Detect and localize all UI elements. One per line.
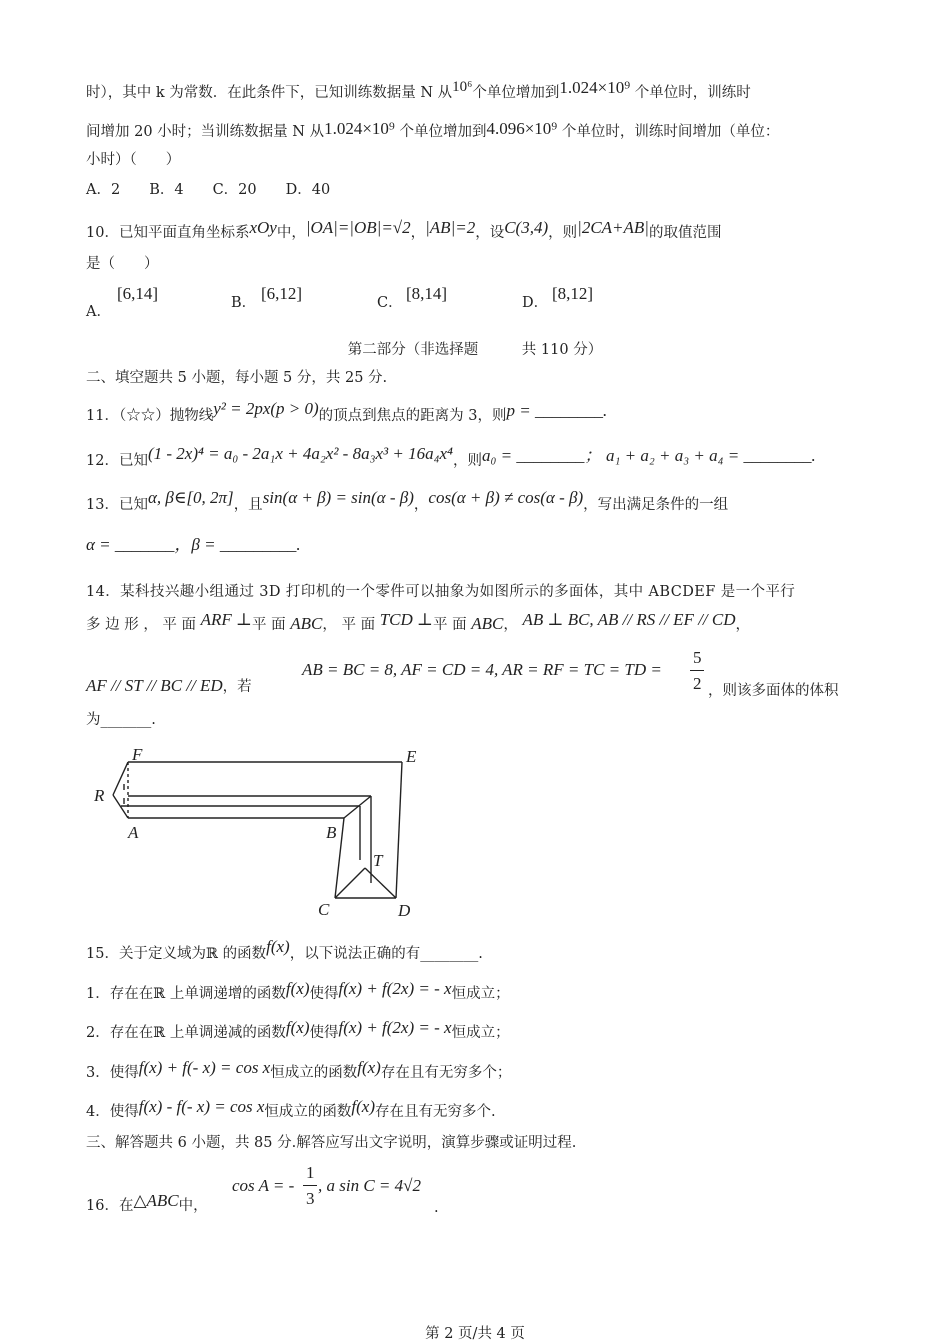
q13-cond3: cos(α + β) ≠ cos(α - β) — [428, 488, 584, 507]
q15-s3-text-c: 存在且有无穷多个； — [380, 1065, 512, 1081]
q15-s1-text-b: 使得 — [309, 986, 339, 1002]
q13-cond2: sin(α + β) = sin(α - β) — [262, 488, 414, 507]
q15-s4-function: f(x) — [351, 1097, 376, 1116]
q15-s2-function: f(x) — [285, 1018, 310, 1037]
q10-option-c-label: C． — [377, 295, 403, 311]
q9-text-b: 个单位增加到 — [472, 85, 560, 101]
q9-text-a: 时），其中 k 为常数．在此条件下，已知训练数据量 N 从 — [86, 85, 453, 101]
q16-frac-denominator: 3 — [306, 1189, 315, 1208]
q16-frac-numerator: 1 — [306, 1163, 315, 1182]
q14-frac-denominator: 2 — [693, 674, 702, 693]
q10-option-d-label: D． — [522, 295, 549, 311]
q15-s3-equation: f(x) + f(- x) = cos x — [138, 1058, 271, 1077]
q15-s1-equation: f(x) + f(2x) = - x — [338, 979, 452, 998]
polyhedron-figure — [88, 740, 438, 925]
q12-answer-2: a₁ + a₂ + a₃ + a₄ = ________. — [605, 446, 816, 465]
q12-answer-1: a₀ = ________； — [481, 446, 602, 465]
label-r: R — [94, 786, 105, 805]
q9-text-d: 间增加 20 小时；当训练数据量 N 从 — [86, 124, 325, 140]
q15-s3-text-b: 恒成立的函数 — [270, 1065, 358, 1081]
q12-equation: (1 - 2x)⁴ = a₀ - 2a₁x + 4a₂x² - 8a₃x³ + 16a₄x⁴ — [147, 444, 453, 463]
q16-line — [86, 1191, 208, 1216]
q15-statement-2 — [86, 1018, 510, 1043]
edge-fr — [113, 762, 128, 795]
label-d: D — [398, 901, 411, 920]
q10-line2: 是（ ） — [86, 256, 159, 272]
q12-prefix: 12．已知 — [86, 453, 148, 469]
q9-line3: 小时）（ ） — [86, 152, 181, 168]
q9-options: A．2 B．4 C．20 D．40 — [86, 182, 331, 198]
q14-text-e: ， 平 面 — [322, 617, 376, 633]
q10-point: C(3,4) — [504, 218, 549, 237]
q15-s1-function: f(x) — [285, 979, 310, 998]
q16-eq-asinc: , a sin C = 4√2 — [318, 1176, 421, 1195]
q14-parallels: AF // ST // BC // ED — [86, 676, 223, 695]
q9-line1 — [86, 78, 751, 103]
q14-frac-bar — [690, 670, 704, 671]
q9-line2 — [86, 121, 779, 142]
q14-text-if: ，若 — [222, 679, 252, 695]
q15-s4-text-c: 存在且有无穷多个. — [375, 1104, 496, 1120]
q15-s1-text-c: 恒成立； — [451, 986, 510, 1002]
edge-corner-1 — [344, 796, 371, 818]
q10-line1: 10．已知平面直角坐标系xOy中，|OA|=|OB|=√2，|AB|=2，设C(3,4)，则|2CA+AB|的取值范围 — [86, 218, 722, 241]
q10-cond1: |OA|=|OB|=√2 — [305, 218, 411, 237]
q9-text-c: 个单位时，训练时 — [634, 85, 751, 101]
q10-option-b-label: B． — [231, 295, 257, 311]
q14-text-a: 多 边 形 ， 平 面 — [86, 617, 197, 633]
q10-mid1: 中， — [276, 225, 306, 241]
q16-suffix: . — [434, 1200, 439, 1216]
q13-comma: ， — [413, 497, 429, 513]
q14-text-i: ， — [503, 617, 518, 633]
edge-td — [365, 868, 396, 898]
q13-prefix: 13．已知 — [86, 497, 148, 513]
q11-line — [86, 399, 608, 426]
q15-statement-3 — [86, 1058, 512, 1083]
q10-mid3: ，则 — [548, 225, 578, 241]
q10-prefix: 10．已知平面直角坐标系 — [86, 225, 250, 241]
q15-s1-text-a: 1．存在在ℝ 上单调递增的函数 — [86, 986, 286, 1002]
q13-cond1: α, β∈[0, 2π] — [147, 488, 234, 507]
label-f: F — [132, 745, 143, 764]
q14-line3 — [86, 676, 252, 697]
q12-line — [86, 444, 816, 471]
q14-plane-abc-1: ABC — [290, 614, 323, 633]
label-b: B — [326, 823, 337, 842]
page-footer: 第 2 页/共 4 页 — [425, 1326, 525, 1342]
q14-frac-numerator: 5 — [693, 648, 702, 667]
q10-cond2: |AB|=2 — [425, 218, 476, 237]
q10-suffix: 的取值范围 — [648, 225, 722, 241]
q10-mid2: ，设 — [475, 225, 505, 241]
q15-function: f(x) — [266, 937, 290, 956]
q13-line1 — [86, 488, 729, 515]
q10-option-d: [8,12] — [552, 284, 594, 303]
edge-ed — [396, 762, 402, 898]
q10-option-c: [8,14] — [406, 284, 448, 303]
q16-frac-bar — [303, 1185, 317, 1186]
label-t: T — [373, 851, 383, 870]
part2-title: 第二部分（非选择题 共 110 分） — [347, 342, 603, 358]
q11-answer-blank: p = ________. — [506, 401, 608, 420]
q14-line2 — [86, 610, 751, 635]
q11-prefix: 11．（☆☆）抛物线 — [86, 408, 214, 424]
q14-text-volume: ，则该多面体的体积 — [708, 683, 839, 699]
q14-text-k: ， — [735, 617, 751, 633]
q10-option-a-label: A． — [86, 304, 111, 320]
q9-value-4: 4.096×10⁹ — [486, 119, 558, 138]
q15-s2-text-c: 恒成立； — [451, 1025, 510, 1041]
q14-relations: AB ⊥ BC, AB // RS // EF // CD — [522, 610, 736, 629]
q15-s2-equation: f(x) + f(2x) = - x — [338, 1018, 452, 1037]
q16-triangle: △ABC — [133, 1191, 179, 1210]
q16-mid: 中， — [178, 1198, 208, 1214]
label-e: E — [406, 747, 417, 766]
q14-text-c: 平 面 — [252, 617, 286, 633]
q15-s2-text-a: 2．存在在ℝ 上单调递减的函数 — [86, 1025, 286, 1041]
q10-coord: xOy — [249, 218, 277, 237]
q16-prefix: 16．在 — [86, 1198, 134, 1214]
q9-value-3: 1.024×10⁹ — [324, 119, 395, 138]
q14-plane-arf: ARF ⊥ — [200, 610, 253, 629]
q10-option-b: [6,12] — [261, 284, 303, 303]
q14-line4: 为_______. — [86, 712, 156, 728]
q10-option-a: [6,14] — [117, 284, 159, 303]
q15-s4-equation: f(x) - f(- x) = cos x — [138, 1097, 265, 1116]
edge-ct — [335, 868, 365, 898]
q9-value-2: 1.024×10⁹ — [559, 78, 631, 97]
q15-line — [86, 937, 483, 964]
q12-mid: ，则 — [452, 453, 482, 469]
section2-heading: 二、填空题共 5 小题，每小题 5 分，共 25 分. — [86, 370, 388, 386]
q16-eq-cos: cos A = - — [232, 1176, 295, 1195]
q11-equation: y² = 2px(p > 0) — [213, 399, 319, 418]
label-c: C — [318, 900, 330, 919]
q14-text-g: 平 面 — [433, 617, 467, 633]
q9-text-f: 个单位时，训练时间增加（单位： — [561, 124, 780, 140]
q15-prefix: 15．关于定义域为ℝ 的函数 — [86, 946, 267, 962]
q13-suffix: ，写出满足条件的一组 — [583, 497, 729, 513]
q15-s3-text-a: 3．使得 — [86, 1065, 139, 1081]
q9-value-1: 10⁶ — [452, 79, 473, 95]
q15-s4-text-b: 恒成立的函数 — [264, 1104, 352, 1120]
q14-plane-tcd: TCD ⊥ — [379, 610, 434, 629]
q15-suffix: ，以下说法正确的有________. — [289, 946, 483, 962]
section3-heading: 三、解答题共 6 小题，共 85 分.解答应写出文字说明，演算步骤或证明过程. — [86, 1135, 577, 1151]
q13-line2: α = _______，β = _________. — [86, 535, 301, 554]
q14-line1: 14．某科技兴趣小组通过 3D 打印机的一个零件可以抽象为如图所示的多面体，其中 ABCDEF 是一个平行 — [86, 584, 796, 600]
q15-s3-function: f(x) — [357, 1058, 381, 1077]
q14-lengths: AB = BC = 8, AF = CD = 4, AR = RF = TC = TD = — [302, 660, 662, 679]
q15-s2-text-b: 使得 — [309, 1025, 339, 1041]
q15-statement-1 — [86, 979, 510, 1004]
label-a: A — [128, 823, 139, 842]
q9-text-e: 个单位增加到 — [399, 124, 487, 140]
q10-expr: |2CA+AB| — [577, 218, 649, 237]
q14-plane-abc-2: ABC — [471, 614, 504, 633]
q13-mid1: ，且 — [233, 497, 263, 513]
q15-statement-4 — [86, 1097, 496, 1122]
q15-s4-text-a: 4．使得 — [86, 1104, 139, 1120]
q11-mid: 的顶点到焦点的距离为 3，则 — [318, 408, 507, 424]
